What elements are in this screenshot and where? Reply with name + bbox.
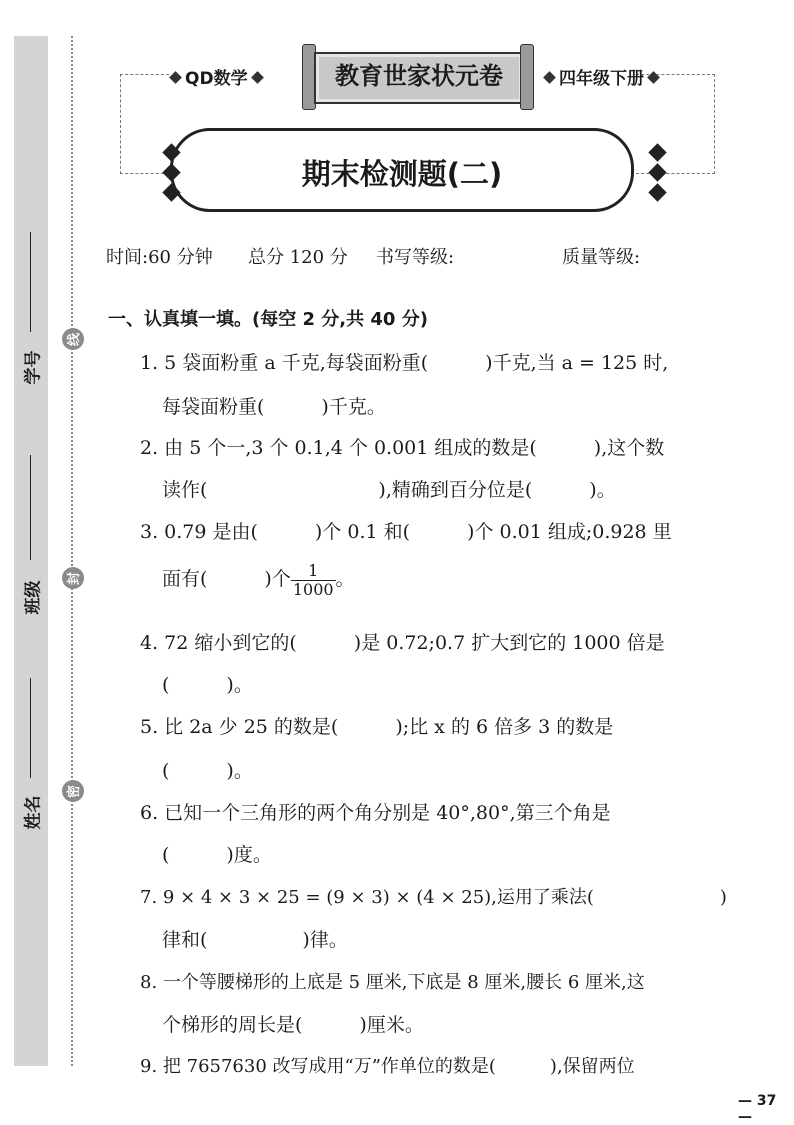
q9-line1: 9. 把 7657630 改写成用“万”作单位的数是( ),保留两位 <box>140 1056 635 1077</box>
q2-line1: 2. 由 5 个一,3 个 0.1,4 个 0.001 组成的数是( ),这个数 <box>140 437 665 459</box>
diamond-icon <box>251 71 264 84</box>
seal-secret: 密 <box>62 780 84 802</box>
q8-line1: 8. 一个等腰梯形的上底是 5 厘米,下底是 8 厘米,腰长 6 厘米,这 <box>140 972 645 993</box>
section-title: 一、认真填一填。(每空 2 分,共 40 分) <box>108 309 428 330</box>
q6-line2: ( )度。 <box>162 844 272 866</box>
fraction-one-thousandth: $\frac{1}{1000}$ <box>292 561 334 599</box>
q3-line2: 面有( )个 $\frac{1}{1000}$ 。 <box>162 561 355 599</box>
score-info: 总分 120 分 <box>248 247 348 268</box>
q5-line1: 5. 比 2a 少 25 的数是( );比 x 的 6 倍多 3 的数是 <box>140 716 614 738</box>
q8-line2: 个梯形的周长是( )厘米。 <box>162 1014 424 1036</box>
q3-line2-text: 面有( )个 <box>162 568 291 591</box>
q6-line1: 6. 已知一个三角形的两个角分别是 40°,80°,第三个角是 <box>140 802 611 824</box>
student-id-line <box>30 232 31 332</box>
cut-line <box>71 36 73 1066</box>
exam-title: 期末检测题(二) <box>301 157 503 191</box>
writing-grade: 书写等级: <box>376 247 455 268</box>
q2-line2: 读作( ),精确到百分位是( )。 <box>162 479 616 501</box>
q7-line2: 律和( )律。 <box>162 929 348 951</box>
name-label: 姓名 <box>23 795 44 830</box>
class-label: 班级 <box>23 580 44 615</box>
grade-tag: 四年级下册 <box>540 64 663 89</box>
series-title: 教育世家状元卷 <box>335 62 503 90</box>
class-line <box>30 455 31 560</box>
page-number: — 37 — <box>738 1093 777 1125</box>
subject-tag: QD数学 <box>166 64 267 89</box>
q5-line2: ( )。 <box>162 760 253 782</box>
time-info: 时间:60 分钟 <box>106 247 213 268</box>
diamond-icon <box>647 71 660 84</box>
quality-grade: 质量等级: <box>562 247 641 268</box>
scroll-banner <box>302 44 532 110</box>
right-diamond-stack <box>648 142 666 206</box>
q7-line1: 7. 9 × 4 × 3 × 25 = (9 × 3) × (4 × 25),运用了乘法( ) <box>140 887 727 908</box>
binding-strip <box>14 36 48 1066</box>
q4-line1: 4. 72 缩小到它的( )是 0.72;0.7 扩大到它的 1000 倍是 <box>140 632 665 654</box>
q4-line2: ( )。 <box>162 674 253 696</box>
q3-line1: 3. 0.79 是由( )个 0.1 和( )个 0.01 组成;0.928 里 <box>140 521 672 543</box>
name-line <box>30 678 31 778</box>
diamond-icon <box>169 71 182 84</box>
seal-seal: 封 <box>62 567 84 589</box>
q1-line2: 每袋面粉重( )千克。 <box>162 396 386 418</box>
student-id-label: 学号 <box>23 350 44 385</box>
seal-line: 线 <box>62 328 84 350</box>
diamond-icon <box>543 71 556 84</box>
q1-line1: 1. 5 袋面粉重 a 千克,每袋面粉重( )千克,当 a = 125 时, <box>140 352 669 374</box>
